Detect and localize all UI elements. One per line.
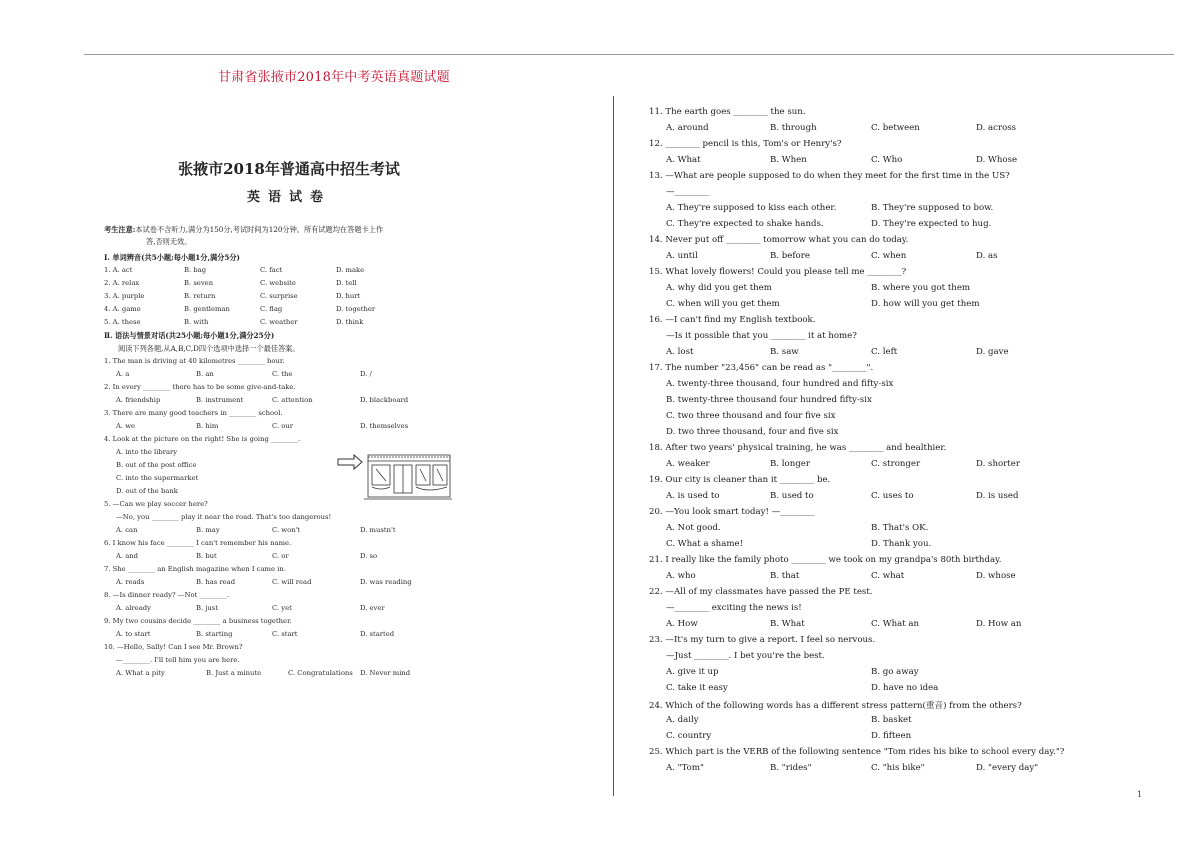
option: C. or (272, 552, 289, 560)
option: D. fifteen (871, 731, 912, 741)
option: C. left (871, 347, 898, 357)
option: B. an (196, 370, 214, 378)
question-10-options (104, 669, 484, 680)
option: D. blackboard (360, 396, 409, 404)
question-20: 20. —You look smart today! —________ (649, 507, 815, 517)
option: A. and (116, 552, 139, 560)
option: C. yet (272, 604, 292, 612)
question-7-options (104, 578, 484, 589)
option: D. gave (976, 347, 1009, 357)
option: C. into the supermarket (116, 474, 199, 482)
option: A. a (116, 370, 130, 378)
option: D. think (336, 318, 364, 326)
page-divider (613, 96, 614, 796)
section-1-row (104, 279, 484, 290)
question-19-options (666, 491, 1086, 504)
option: D. two three thousand, four and five six (666, 427, 839, 437)
option: A. already (116, 604, 151, 612)
question-25-options (666, 763, 1086, 776)
question-15-options (666, 283, 1086, 296)
section-2-heading: Ⅱ. 语法与情景对话(共25小题;每小题1分,满分25分) (104, 331, 275, 340)
option: D. was reading (360, 578, 412, 586)
option: D. out of the bank (116, 487, 178, 495)
option: B. may (196, 526, 220, 534)
option: A. "Tom" (666, 763, 704, 773)
document-title: 甘肃省张掖市2018年中考英语真题试题 (218, 70, 450, 85)
option: C. will read (272, 578, 312, 586)
option: B. longer (770, 459, 810, 469)
option: D. started (360, 630, 395, 638)
top-rule (84, 54, 1174, 55)
option: B. go away (871, 667, 919, 677)
option: D. ever (360, 604, 385, 612)
option: A. is used to (666, 491, 720, 501)
notice-line-2: 答,否则无效。 (146, 237, 192, 246)
question-5-options (104, 526, 484, 537)
question-13-options (666, 203, 1086, 216)
exam-subtitle: 英语试卷 (246, 190, 331, 205)
option: B. They're supposed to bow. (871, 203, 994, 213)
question-2: 2. In every ________ there has to be some give-and-take. (104, 383, 296, 391)
option: B. gentleman (184, 305, 230, 313)
option: D. hurt (336, 292, 361, 300)
option: C. the (272, 370, 293, 378)
option: A. friendship (116, 396, 161, 404)
option: C. What an (871, 619, 920, 629)
option: D. themselves (360, 422, 409, 430)
question-18-options (666, 459, 1086, 472)
question-18: 18. After two years' physical training, he was ________ and healthier. (649, 443, 947, 453)
shop-building-illustration (364, 455, 452, 499)
option: A. we (116, 422, 136, 430)
notice-line-1: 本试卷不含听力,满分为150分,考试时间为120分钟。所有试题均在答题卡上作 (135, 225, 384, 234)
option: D. How an (976, 619, 1022, 629)
option: C. when will you get them (666, 299, 780, 309)
question-15: 15. What lovely flowers! Could you please tell me ________? (649, 267, 907, 277)
option: C. fact (260, 266, 283, 274)
question-14-options (666, 251, 1086, 264)
question-9-options (104, 630, 484, 641)
section-1-row (104, 266, 484, 277)
option: D. whose (976, 571, 1016, 581)
option: C. surprise (260, 292, 298, 300)
option: B. saw (770, 347, 799, 357)
option: C. stronger (871, 459, 921, 469)
option: 4. A. game (104, 305, 141, 313)
option: C. what (871, 571, 905, 581)
option: D. have no idea (871, 683, 939, 693)
question-5-reply: —No, you ________ play it near the road. That's too dangerous! (116, 513, 332, 521)
question-8-options (104, 604, 484, 615)
option: B. him (196, 422, 219, 430)
notice-lead: 考生注意: (104, 225, 136, 234)
section-1-row (104, 318, 484, 329)
question-8: 8. —Is dinner ready? —Not ________. (104, 591, 229, 599)
option: C. flag (260, 305, 283, 313)
option: A. why did you get them (666, 283, 772, 293)
option: C. between (871, 123, 920, 133)
question-21: 21. I really like the family photo ________ we took on my grandpa's 80th birthday. (649, 555, 1002, 565)
option: D. make (336, 266, 365, 274)
question-17: 17. The number "23,456" can be read as "________". (649, 363, 874, 373)
option: B. "rides" (770, 763, 812, 773)
option: B. When (770, 155, 807, 165)
option: C. uses to (871, 491, 914, 501)
option: B. bag (184, 266, 207, 274)
question-22-reply: —________ exciting the news is! (666, 603, 802, 613)
option: B. return (184, 292, 216, 300)
question-13: 13. —What are people supposed to do when they meet for the first time in the US? (649, 171, 1010, 181)
option: A. around (666, 123, 709, 133)
option: D. Thank you. (871, 539, 932, 549)
option: A. Not good. (666, 523, 721, 533)
option: C. website (260, 279, 296, 287)
option: D. Whose (976, 155, 1018, 165)
option: B. where you got them (871, 283, 971, 293)
option: C. our (272, 422, 293, 430)
option: D. mustn't (360, 526, 396, 534)
option: A. can (116, 526, 138, 534)
option: D. as (976, 251, 998, 261)
option: C. take it easy (666, 683, 728, 693)
option: D. / (360, 370, 372, 378)
question-10-reply: —________. I'll tell him you are here. (116, 656, 240, 664)
option: B. with (184, 318, 209, 326)
question-5: 5. —Can we play soccer here? (104, 500, 208, 508)
option: B. through (770, 123, 817, 133)
question-20-options (666, 539, 1086, 552)
question-16: 16. —I can't find my English textbook. (649, 315, 816, 325)
option: B. That's OK. (871, 523, 929, 533)
question-13-options (666, 219, 1086, 232)
option: A. to start (116, 630, 151, 638)
exam-notice (104, 224, 460, 248)
question-14: 14. Never put off ________ tomorrow what you can do today. (649, 235, 909, 245)
option: D. across (976, 123, 1017, 133)
option: D. shorter (976, 459, 1020, 469)
option: D. together (336, 305, 376, 313)
question-13-reply: —________ (666, 187, 709, 197)
question-23-reply: —Just ________. I bet you're the best. (666, 651, 825, 661)
option: D. how will you get them (871, 299, 980, 309)
option: D. Never mind (360, 669, 411, 677)
option: A. They're supposed to kiss each other. (666, 203, 837, 213)
question-25: 25. Which part is the VERB of the following sentence "Tom rides his bike to school every day."? (649, 747, 1065, 757)
option: A. until (666, 251, 698, 261)
section-1-row (104, 305, 484, 316)
option: B. instrument (196, 396, 244, 404)
option: C. won't (272, 526, 301, 534)
option: D. They're expected to hug. (871, 219, 992, 229)
question-6-options (104, 552, 484, 563)
option: B. starting (196, 630, 233, 638)
option: B. basket (871, 715, 912, 725)
option: 5. A. these (104, 318, 141, 326)
option: C. when (871, 251, 907, 261)
question-2-options (104, 396, 484, 407)
option: A. give it up (666, 667, 719, 677)
question-1-options (104, 370, 484, 381)
option: B. just (196, 604, 219, 612)
option: B. that (770, 571, 800, 581)
question-24: 24. Which of the following words has a different stress pattern(重音) from the others? (649, 701, 1022, 711)
question-9: 9. My two cousins decide ________ a business together. (104, 617, 292, 625)
option: B. but (196, 552, 217, 560)
question-23-options (666, 683, 1086, 696)
question-6: 6. I know his face ________ I can't remember his name. (104, 539, 292, 547)
option: 2. A. relax (104, 279, 140, 287)
option: C. Congratulations (288, 669, 353, 677)
option: D. so (360, 552, 378, 560)
option: 3. A. purple (104, 292, 145, 300)
question-22-options (666, 619, 1086, 632)
question-21-options (666, 571, 1086, 584)
option: B. What (770, 619, 805, 629)
question-12-options (666, 155, 1086, 168)
option: A. into the library (116, 448, 178, 456)
question-12: 12. ________ pencil is this, Tom's or Henry's? (649, 139, 842, 149)
option: D. tell (336, 279, 357, 287)
question-1: 1. The man is driving at 40 kilometres ________ hour. (104, 357, 285, 365)
section-1-heading: Ⅰ. 单词辨音(共5小题;每小题1分,满分5分) (104, 253, 240, 262)
question-11-options (666, 123, 1086, 136)
question-15-options (666, 299, 1086, 312)
exam-title: 张掖市2018年普通高中招生考试 (178, 160, 400, 178)
question-19: 19. Our city is cleaner than it ________ be. (649, 475, 831, 485)
question-24-options (666, 715, 1086, 728)
question-4-picture (336, 447, 452, 503)
question-24-options (666, 731, 1086, 744)
option: B. Just a minute (206, 669, 262, 677)
option: A. What a pity (116, 669, 165, 677)
question-23-options (666, 667, 1086, 680)
arrow-icon (338, 455, 362, 469)
option: C. What a shame! (666, 539, 744, 549)
option: A. What (666, 155, 701, 165)
option: B. out of the post office (116, 461, 197, 469)
question-4: 4. Look at the picture on the right! She is going ________. (104, 435, 301, 443)
question-7: 7. She ________ an English magazine when I came in. (104, 565, 286, 573)
option: C. "his bike" (871, 763, 925, 773)
option: A. who (666, 571, 696, 581)
option: A. twenty-three thousand, four hundred and fifty-six (666, 379, 894, 389)
option: C. They're expected to shake hands. (666, 219, 824, 229)
option: 1. A. act (104, 266, 133, 274)
question-16-reply: —Is it possible that you ________ it at home? (666, 331, 857, 341)
page-number: 1 (1137, 790, 1143, 799)
option: B. twenty-three thousand four hundred fifty-six (666, 395, 872, 405)
question-3: 3. There are many good teachers in ________ school. (104, 409, 283, 417)
option: D. "every day" (976, 763, 1039, 773)
option: D. is used (976, 491, 1019, 501)
option: B. has read (196, 578, 236, 586)
question-3-options (104, 422, 484, 433)
option: A. reads (116, 578, 145, 586)
option: A. weaker (666, 459, 710, 469)
question-23: 23. —It's my turn to give a report. I feel so nervous. (649, 635, 876, 645)
option: C. Who (871, 155, 903, 165)
question-20-options (666, 523, 1086, 536)
option: C. two three thousand and four five six (666, 411, 836, 421)
question-10: 10. —Hello, Sally! Can I see Mr. Brown? (104, 643, 243, 651)
option: B. seven (184, 279, 214, 287)
question-11: 11. The earth goes ________ the sun. (649, 107, 806, 117)
option: A. daily (666, 715, 699, 725)
option: C. country (666, 731, 712, 741)
section-2-instruction: 阅读下列各题,从A,B,C,D四个选项中选择一个最佳答案。 (118, 344, 300, 353)
question-22: 22. —All of my classmates have passed the PE test. (649, 587, 873, 597)
section-1-row (104, 292, 484, 303)
question-16-options (666, 347, 1086, 360)
option: A. lost (666, 347, 694, 357)
option: B. used to (770, 491, 814, 501)
option: C. weather (260, 318, 298, 326)
option: A. How (666, 619, 698, 629)
option: B. before (770, 251, 810, 261)
option: C. start (272, 630, 298, 638)
option: C. attention (272, 396, 313, 404)
